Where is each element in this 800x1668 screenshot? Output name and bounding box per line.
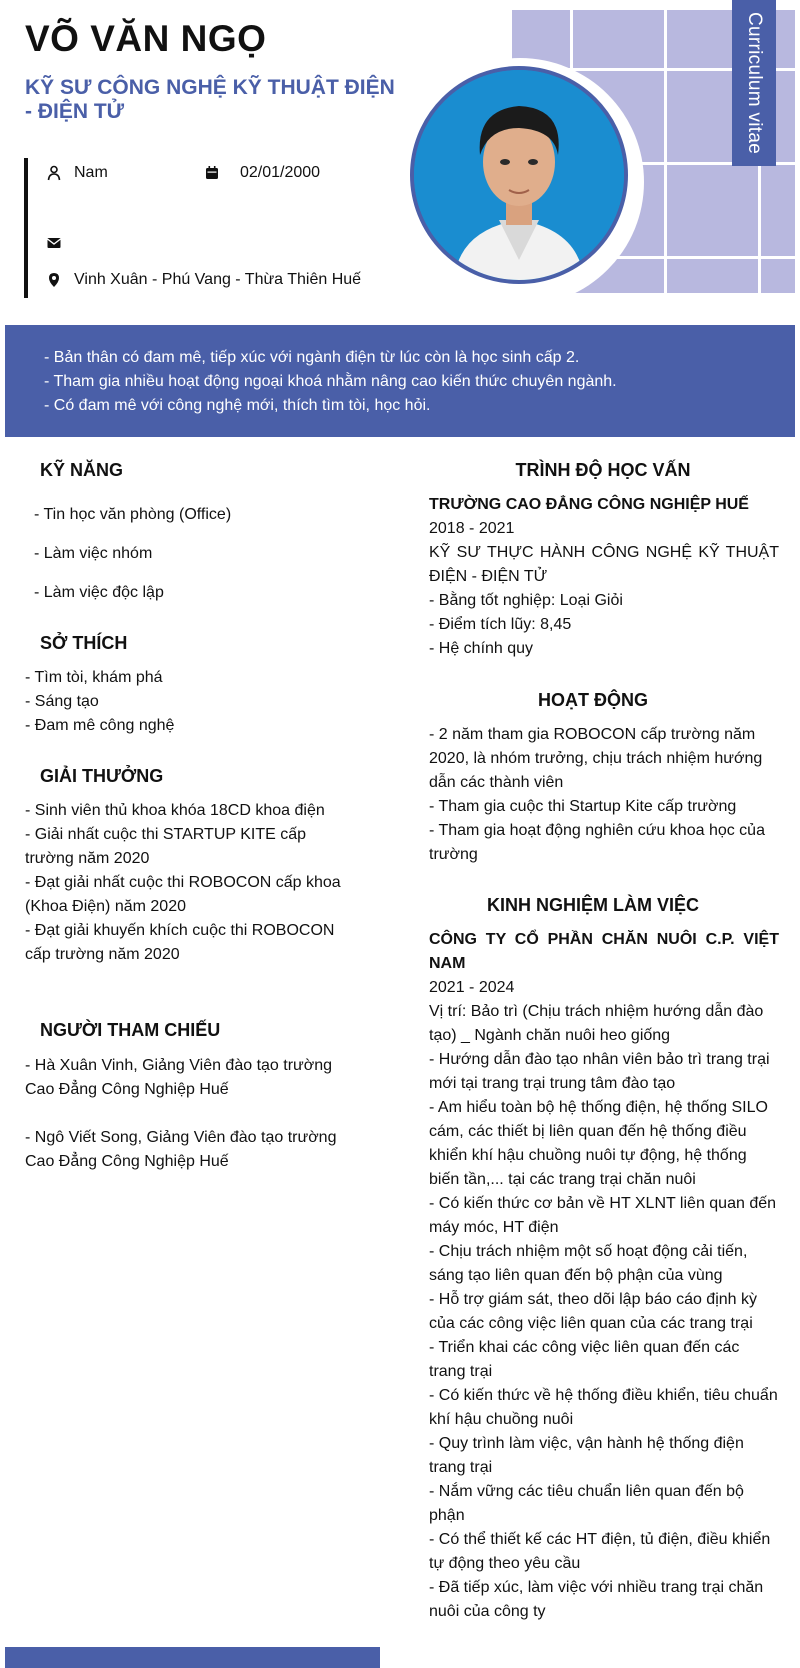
experience-item: - Đã tiếp xúc, làm việc với nhiều trang trại chăn nuôi của công ty — [429, 1579, 764, 1620]
experience-item: - Triển khai các công việc liên quan đến các trang trại — [429, 1339, 740, 1380]
mail-icon — [46, 235, 62, 251]
summary-band — [5, 325, 795, 437]
summary-line: - Bản thân có đam mê, tiếp xúc với ngành điện từ lúc còn là học sinh cấp 2. — [44, 349, 580, 366]
footer-bar — [5, 1647, 380, 1668]
hobby-item: - Tìm tòi, khám phá — [25, 669, 163, 686]
experience-item: - Hướng dẫn đào tạo nhân viên bảo trì trang trại mới tại trang trại trung tâm đào tạo — [429, 1051, 770, 1092]
full-name: VÕ VĂN NGỌ — [25, 18, 267, 59]
experience-item: - Quy trình làm việc, vận hành hệ thống điện trang trại — [429, 1435, 744, 1476]
location-pin-icon — [46, 272, 62, 288]
experience-item: - Có kiến thức về hệ thống điều khiển, tiêu chuẩn khí hậu chuồng nuôi — [429, 1387, 778, 1428]
reference-item: - Ngô Viết Song, Giảng Viên đào tạo trường Cao Đẳng Công Nghiệp Huế — [25, 1129, 337, 1170]
activity-item: - Tham gia cuộc thi Startup Kite cấp trường — [429, 798, 737, 815]
experience-item: - Am hiểu toàn bộ hệ thống điện, hệ thống SILO cám, các thiết bị liên quan đến hệ thống điều khiển khí hậu chuồng nuôi tự động, hệ thống biến tần,... tại các trang trại chăn nuôi — [429, 1099, 768, 1188]
education-detail: - Hệ chính quy — [429, 640, 534, 657]
email-row — [46, 235, 74, 251]
experience-period: 2021 - 2024 — [429, 979, 515, 996]
skill-item: - Làm việc nhóm — [34, 545, 153, 562]
address-value: Vinh Xuân - Phú Vang - Thừa Thiên Huế — [74, 271, 362, 288]
school-name: TRƯỜNG CAO ĐẲNG CÔNG NGHIỆP HUẾ — [429, 496, 749, 513]
skill-item: - Làm việc độc lập — [34, 584, 164, 601]
profile-photo — [410, 66, 628, 284]
award-item: - Giải nhất cuộc thi STARTUP KITE cấp trường năm 2020 — [25, 826, 306, 867]
reference-item: - Hà Xuân Vinh, Giảng Viên đào tạo trường Cao Đẳng Công Nghiệp Huế — [25, 1057, 333, 1098]
skill-item: - Tin học văn phòng (Office) — [34, 506, 232, 523]
company-name: CÔNG TY CỔ PHẦN CHĂN NUÔI C.P. VIỆT NAM — [429, 931, 779, 972]
experience-item: - Chịu trách nhiệm một số hoạt động cải tiến, sáng tạo liên quan đến bộ phận của vùng — [429, 1243, 748, 1284]
activity-item: - Tham gia hoạt động nghiên cứu khoa học của trường — [429, 822, 765, 863]
info-divider — [24, 158, 28, 298]
address-row — [46, 271, 361, 289]
award-item: - Sinh viên thủ khoa khóa 18CD khoa điện — [25, 802, 325, 819]
summary-line: - Tham gia nhiều hoạt động ngoại khoá nhằm nâng cao kiến thức chuyên ngành. — [44, 373, 617, 390]
gender-value: Nam — [74, 164, 108, 181]
job-title: KỸ SƯ CÔNG NGHỆ KỸ THUẬT ĐIỆN - ĐIỆN TỬ — [25, 76, 395, 123]
gender-row — [46, 164, 108, 182]
experience-item: - Hỗ trợ giám sát, theo dõi lập báo cáo định kỳ của các công việc liên quan của các trang trại — [429, 1291, 757, 1332]
education-period: 2018 - 2021 — [429, 520, 515, 537]
education-major: KỸ SƯ THỰC HÀNH CÔNG NGHỆ KỸ THUẬT ĐIỆN - ĐIỆN TỬ — [429, 544, 779, 585]
activity-item: - 2 năm tham gia ROBOCON cấp trường năm 2020, là nhóm trưởng, chịu trách nhiệm hướng dẫn các thành viên — [429, 726, 763, 791]
experience-item: - Có thể thiết kế các HT điện, tủ điện, điều khiển tự động theo yêu cầu — [429, 1531, 771, 1572]
references-heading: NGƯỜI THAM CHIẾU — [40, 1020, 221, 1040]
experience-item: Vị trí: Bảo trì (Chịu trách nhiệm hướng dẫn đào tạo) _ Ngành chăn nuôi heo giống — [429, 1003, 764, 1044]
hobby-item: - Đam mê công nghệ — [25, 717, 175, 734]
calendar-icon — [204, 165, 220, 181]
award-item: - Đạt giải nhất cuộc thi ROBOCON cấp khoa (Khoa Điện) năm 2020 — [25, 874, 341, 915]
cv-label-wrap — [732, 0, 776, 166]
skills-heading: KỸ NĂNG — [40, 460, 124, 480]
hobbies-heading: SỞ THÍCH — [40, 633, 128, 653]
education-detail: - Điểm tích lũy: 8,45 — [429, 616, 572, 633]
experience-item: - Có kiến thức cơ bản về HT XLNT liên quan đến máy móc, HT điện — [429, 1195, 777, 1236]
cv-label: Curriculum vitae — [744, 11, 765, 155]
person-icon — [46, 165, 62, 181]
awards-heading: GIẢI THƯỞNG — [40, 766, 164, 786]
birthdate-row — [204, 164, 320, 182]
experience-item: - Nắm vững các tiêu chuẩn liên quan đến bộ phận — [429, 1483, 744, 1524]
award-item: - Đạt giải khuyến khích cuộc thi ROBOCON cấp trường năm 2020 — [25, 922, 335, 963]
birthdate-value: 02/01/2000 — [240, 164, 321, 181]
activities-heading: HOẠT ĐỘNG — [538, 690, 648, 710]
education-heading: TRÌNH ĐỘ HỌC VẤN — [515, 460, 691, 480]
hobby-item: - Sáng tạo — [25, 693, 99, 710]
education-detail: - Bằng tốt nghiệp: Loại Giỏi — [429, 592, 623, 609]
experience-heading: KINH NGHIỆM LÀM VIỆC — [486, 895, 699, 915]
summary-line: - Có đam mê với công nghệ mới, thích tìm tòi, học hỏi. — [44, 397, 431, 414]
